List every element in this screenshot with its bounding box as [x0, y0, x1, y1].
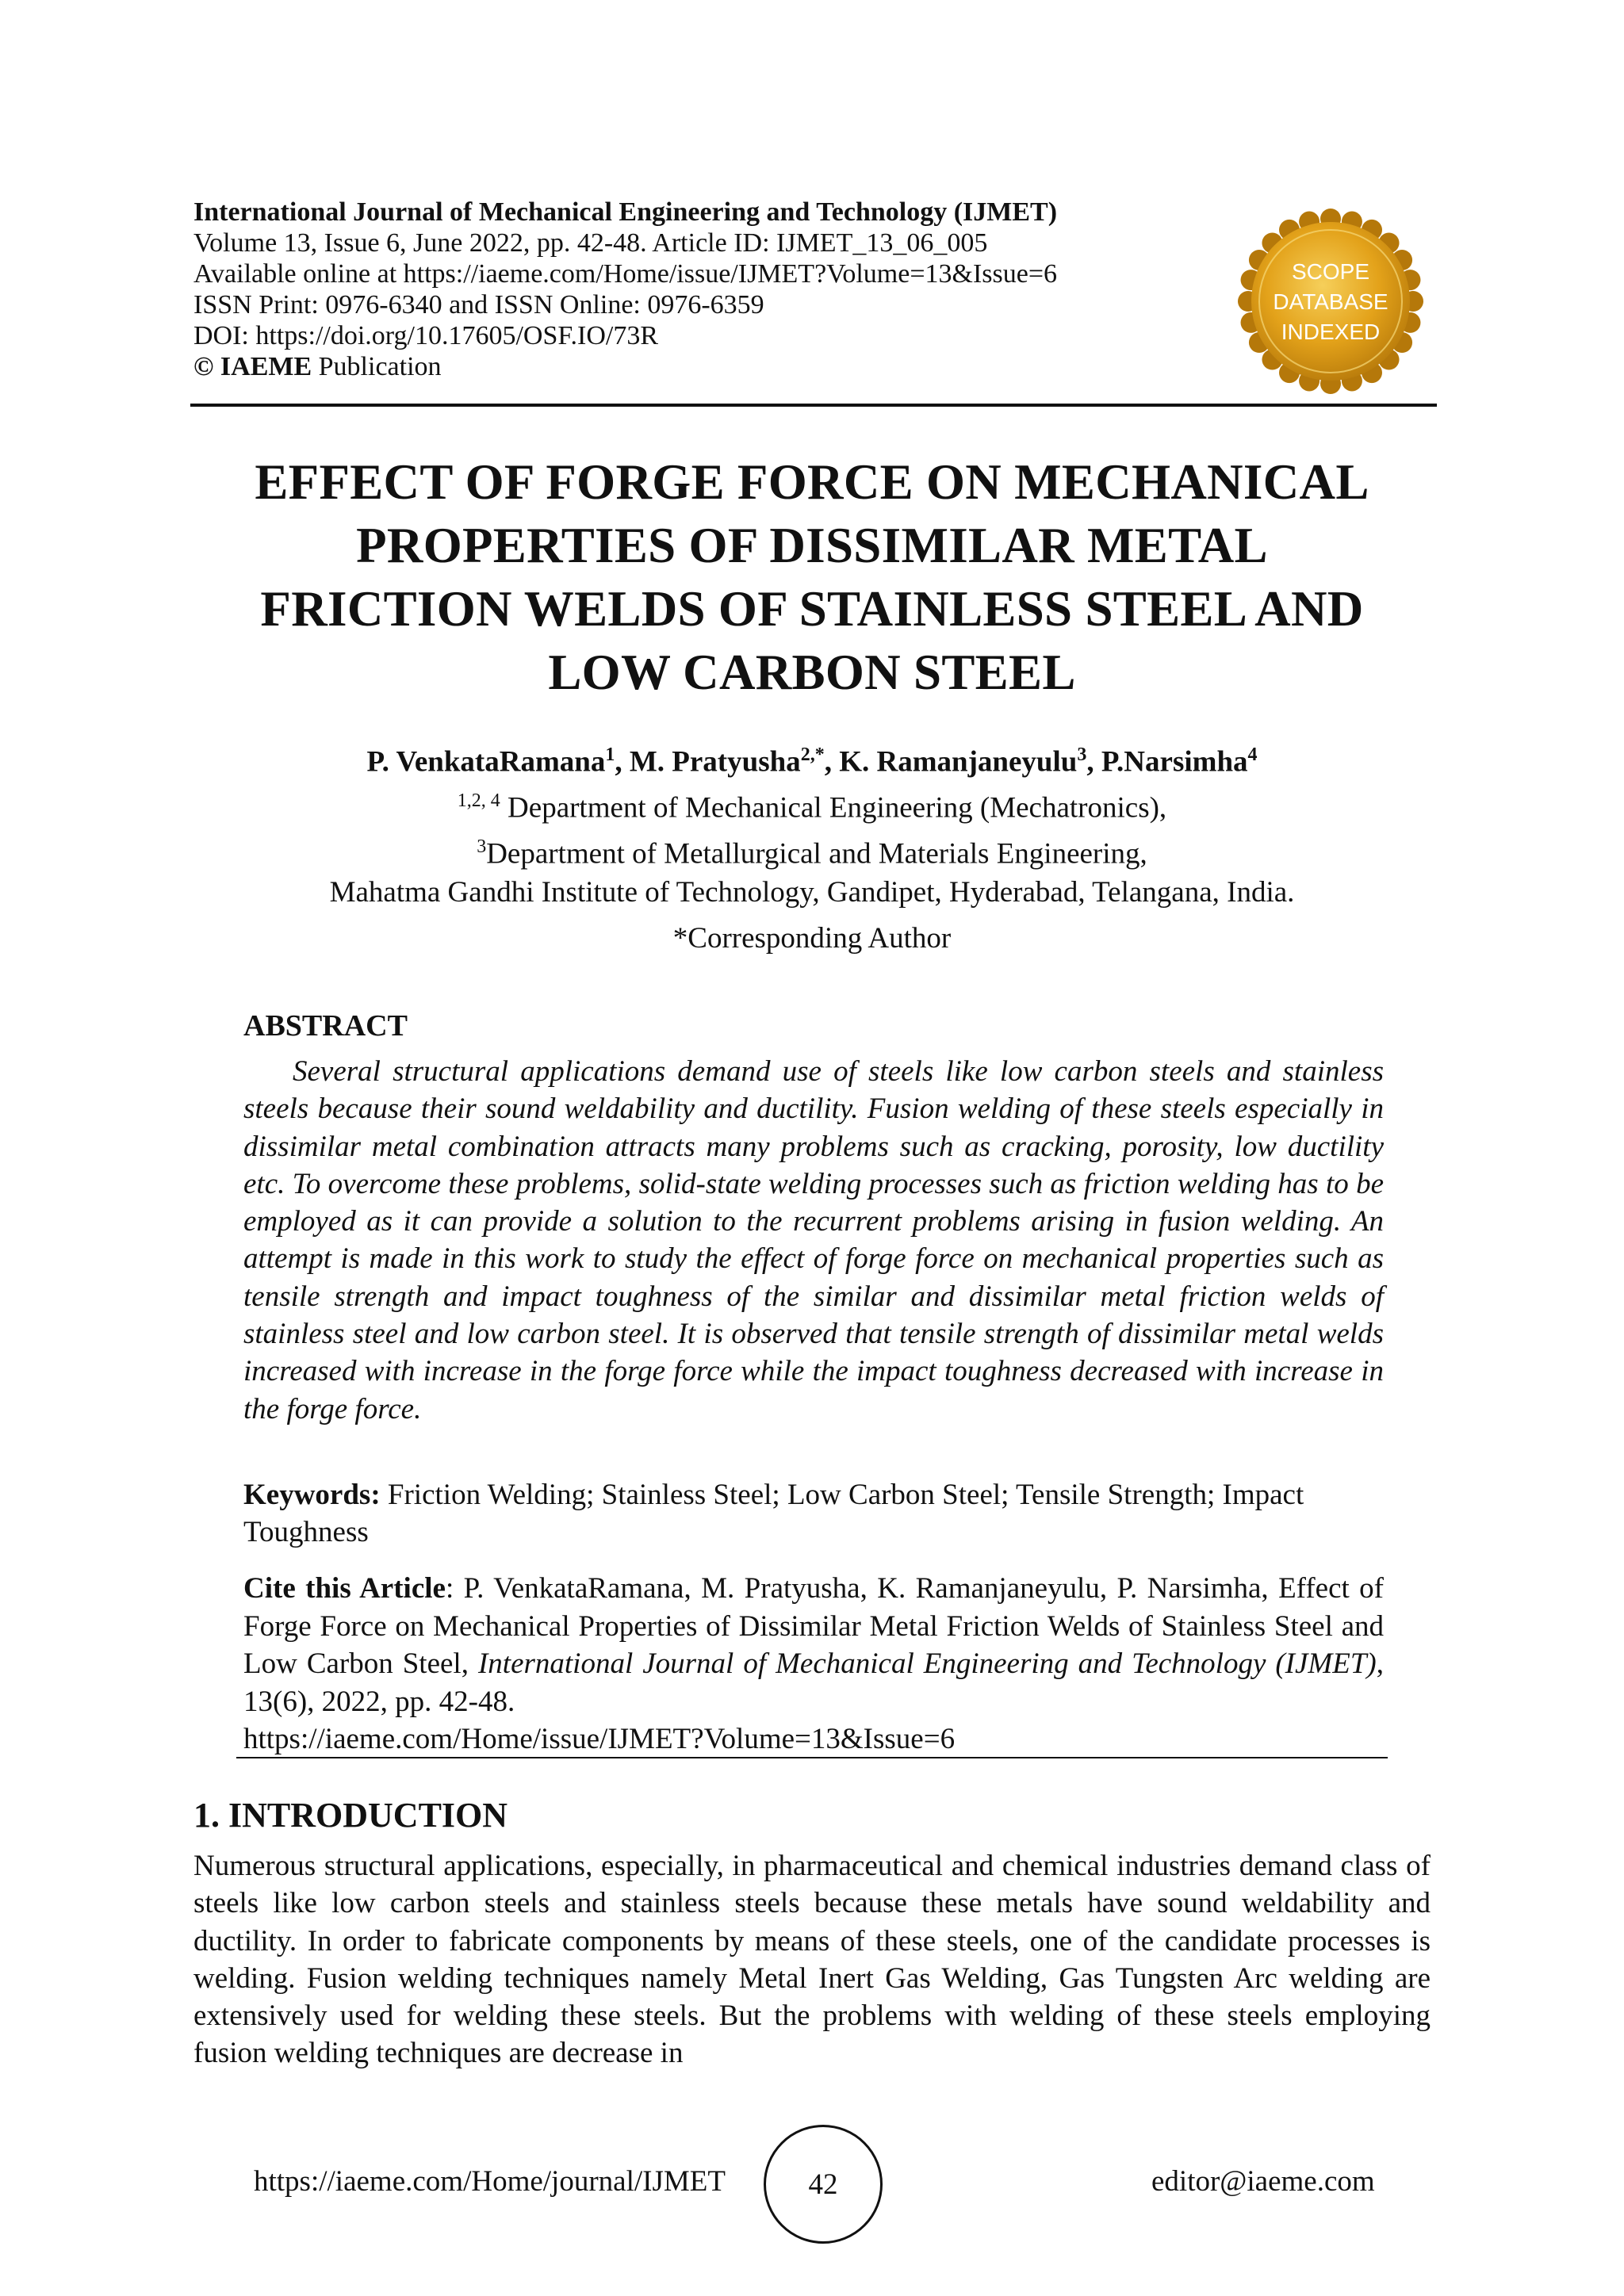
cite-journal: International Journal of Mechanical Engineering and Technology (IJMET)	[477, 1647, 1377, 1680]
title-line: FRICTION WELDS OF STAINLESS STEEL AND	[260, 581, 1364, 637]
author-name: M. Pratyusha	[629, 745, 801, 779]
keywords-text: Friction Welding; Stainless Steel; Low Carbon Steel; Tensile Strength; Impact Toughness	[243, 1479, 1304, 1548]
author-name: P.Narsimha	[1101, 745, 1248, 779]
corresponding-author-note: *Corresponding Author	[672, 922, 952, 955]
citation-divider	[236, 1757, 1388, 1758]
author-separator: ,	[1086, 745, 1101, 779]
publisher-suffix: Publication	[318, 352, 442, 381]
citation-block	[243, 1570, 1384, 1758]
page-number	[764, 2125, 883, 2244]
online-line[interactable]: Available online at https://iaeme.com/Home/issue/IJMET?Volume=13&Issue=6	[193, 259, 1057, 289]
keywords-label: Keywords:	[243, 1479, 381, 1511]
author-separator: ,	[824, 745, 840, 779]
page-number-text: 42	[808, 2168, 838, 2201]
publisher-line	[193, 351, 1224, 382]
copyright-symbol: ©	[193, 352, 214, 381]
title-line: EFFECT OF FORGE FORCE ON MECHANICAL	[255, 454, 1369, 510]
title-line: LOW CARBON STEEL	[548, 645, 1076, 700]
volume-line: Volume 13, Issue 6, June 2022, pp. 42-48. Article ID: IJMET_13_06_005	[193, 228, 988, 258]
affiliation-1	[159, 783, 1465, 825]
seal-graphic	[1237, 208, 1424, 395]
author-affiliation-mark: 1	[605, 744, 615, 765]
cite-url[interactable]: https://iaeme.com/Home/issue/IJMET?Volume=13&Issue=6	[243, 1723, 956, 1755]
author-affiliation-mark: 4	[1247, 744, 1258, 765]
institution: Mahatma Gandhi Institute of Technology, Gandipet, Hyderabad, Telangana, India.	[329, 876, 1295, 909]
section-heading-introduction: 1. INTRODUCTION	[193, 1796, 508, 1835]
header-divider	[190, 404, 1437, 407]
cite-details: , 13(6), 2022, pp. 42-48.	[243, 1647, 1384, 1718]
author-separator: ,	[615, 745, 630, 779]
author-affiliation-mark: 3	[1077, 744, 1087, 765]
author-name: P. VenkataRamana	[366, 745, 606, 779]
seal-text-line1: SCOPE	[1291, 259, 1370, 284]
journal-header	[193, 197, 1224, 382]
issn-line: ISSN Print: 0976-6340 and ISSN Online: 0976-6359	[193, 290, 764, 320]
cite-label: Cite this Article	[243, 1572, 446, 1605]
footer-email[interactable]: editor@iaeme.com	[1151, 2165, 1375, 2198]
doi-line[interactable]: DOI: https://doi.org/10.17605/OSF.IO/73R	[193, 321, 659, 350]
footer-journal-url[interactable]: https://iaeme.com/Home/journal/IJMET	[254, 2165, 726, 2198]
journal-title: International Journal of Mechanical Engineering and Technology (IJMET)	[193, 197, 1058, 227]
author-list	[159, 737, 1465, 779]
paper-title	[159, 450, 1465, 704]
affiliation-1-text: Department of Mechanical Engineering (Mechatronics),	[500, 791, 1167, 825]
cite-text: : P. VenkataRamana, M. Pratyusha, K. Ramanjaneyulu, P. Narsimha, Effect of Forge Force on Mechanical Properties of Dissimilar Metal Friction Welds of Stainless Steel and Low Carbon Steel,	[243, 1572, 1384, 1680]
seal-text-line3: INDEXED	[1281, 320, 1381, 344]
abstract-text: Several structural applications demand use of steels like low carbon steels and stainless steels because their sound weldability and ductility. Fusion welding of these steels especially in dissimilar metal combination attracts many problems such as cracking, porosity, low ductility etc. To overcome these problems, solid-state welding processes such as friction welding has to be employed as it can provide a solution to the recurrent problems arising in fusion welding. An attempt is made in this work to study the effect of forge force on mechanical properties such as tensile strength and impact toughness of the similar and dissimilar metal friction welds of stainless steel and low carbon steel. It is observed that tensile strength of dissimilar metal welds increased with increase in the forge force while the impact toughness decreased with increase in the forge force.	[243, 1055, 1384, 1425]
title-line: PROPERTIES OF DISSIMILAR METAL	[356, 518, 1268, 573]
author-affiliation-mark: 2,*	[800, 744, 825, 765]
publisher-name: IAEME	[220, 352, 312, 381]
abstract-heading: ABSTRACT	[243, 1009, 408, 1043]
introduction-text: Numerous structural applications, especially, in pharmaceutical and chemical industries demand class of steels like low carbon steels and stainless steels because these metals have sound weldability and ductility. In order to fabricate components by means of these steels, one of the candidate processes is welding. Fusion welding techniques namely Metal Inert Gas Welding, Gas Tungsten Arc welding are extensively used for welding these steels. But the problems with welding of these steels employing fusion welding techniques are decrease in	[193, 1850, 1431, 2070]
scope-indexed-seal-icon	[1237, 208, 1424, 395]
affiliation-2	[159, 829, 1465, 871]
seal-text-line2: DATABASE	[1273, 289, 1388, 314]
affiliation-2-text: Department of Metallurgical and Materials Engineering,	[486, 837, 1147, 871]
affiliation-2-mark: 3	[477, 836, 487, 857]
affiliation-1-mark: 1,2, 4	[457, 790, 500, 811]
keywords	[243, 1476, 1384, 1551]
author-name: K. Ramanjaneyulu	[839, 745, 1078, 779]
